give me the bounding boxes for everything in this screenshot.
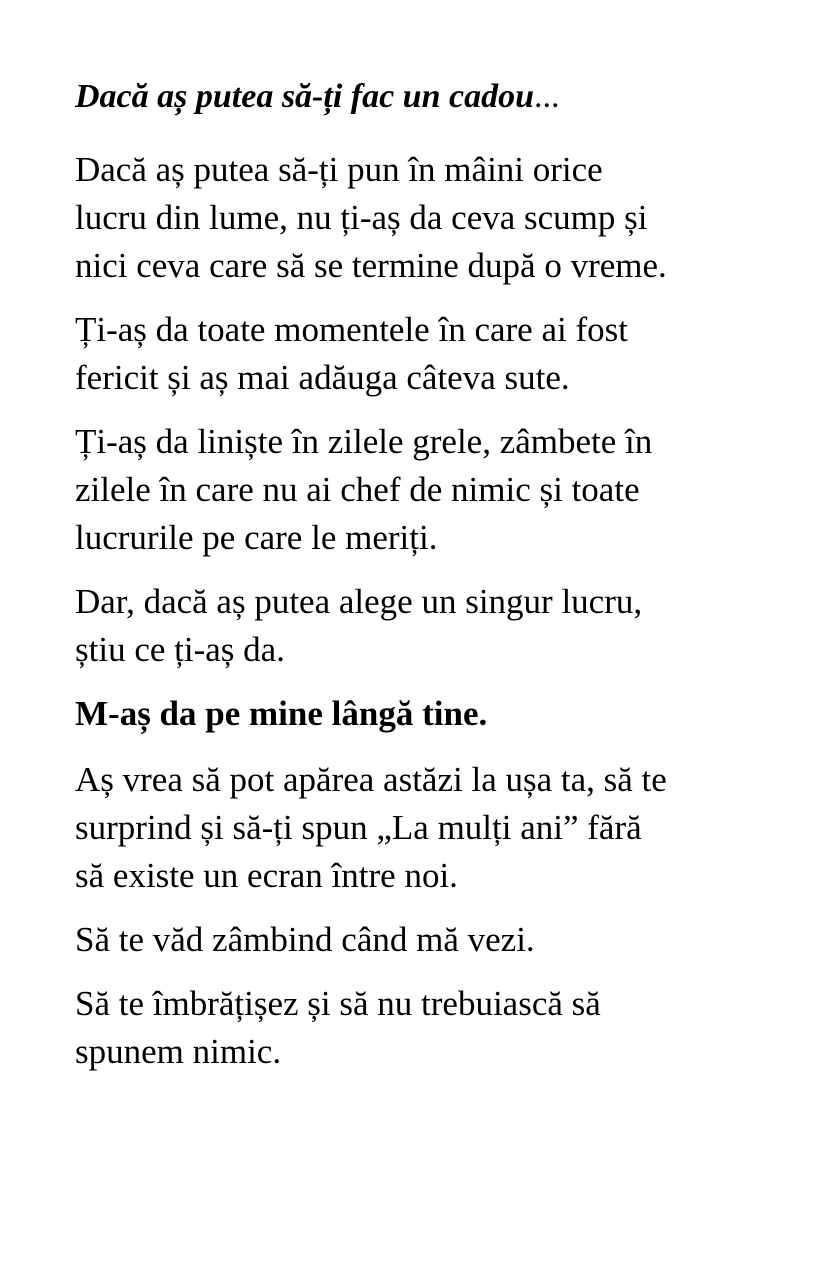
paragraph-line: Dacă aș putea să-ți pun în mâini orice: [75, 150, 603, 189]
paragraph-line: fericit și aș mai adăuga câteva sute.: [75, 358, 570, 397]
paragraph-line: Ți-aș da liniște în zilele grele, zâmbete în: [75, 422, 653, 461]
paragraph-line: spunem nimic.: [75, 1032, 282, 1071]
document-title-ellipsis: ...: [534, 78, 560, 115]
paragraph-line: să existe un ecran între noi.: [75, 856, 458, 895]
paragraph: [75, 146, 765, 290]
paragraph-line: Aș vrea să pot apărea astăzi la ușa ta, să te: [75, 760, 667, 799]
paragraph-line: nici ceva care să se termine după o vreme.: [75, 246, 667, 285]
emphasis-line: M-aș da pe mine lângă tine.: [75, 694, 488, 733]
document-title-text: Dacă aș putea să-ți fac un cadou: [75, 78, 534, 115]
paragraph-line: Ți-aș da toate momentele în care ai fost: [75, 310, 628, 349]
document-title: [75, 72, 765, 122]
paragraph: [75, 756, 765, 900]
paragraph-line: surprind și să-ți spun „La mulți ani” fără: [75, 808, 642, 847]
paragraph: [75, 578, 765, 674]
paragraph-line: Să te îmbrățișez și să nu trebuiască să: [75, 984, 601, 1023]
paragraph: [75, 306, 765, 402]
paragraph-line: lucru din lume, nu ți-aș da ceva scump și: [75, 198, 648, 237]
paragraph: [75, 980, 765, 1076]
paragraph-line: Dar, dacă aș putea alege un singur lucru,: [75, 582, 643, 621]
paragraph-line: Să te văd zâmbind când mă vezi.: [75, 920, 535, 959]
paragraph: [75, 418, 765, 562]
paragraph-line: știu ce ți-aș da.: [75, 630, 285, 669]
paragraph: [75, 916, 765, 964]
paragraph-line: zilele în care nu ai chef de nimic și toate: [75, 470, 640, 509]
document-body: [75, 72, 765, 1092]
paragraph-line: lucrurile pe care le meriți.: [75, 518, 438, 557]
